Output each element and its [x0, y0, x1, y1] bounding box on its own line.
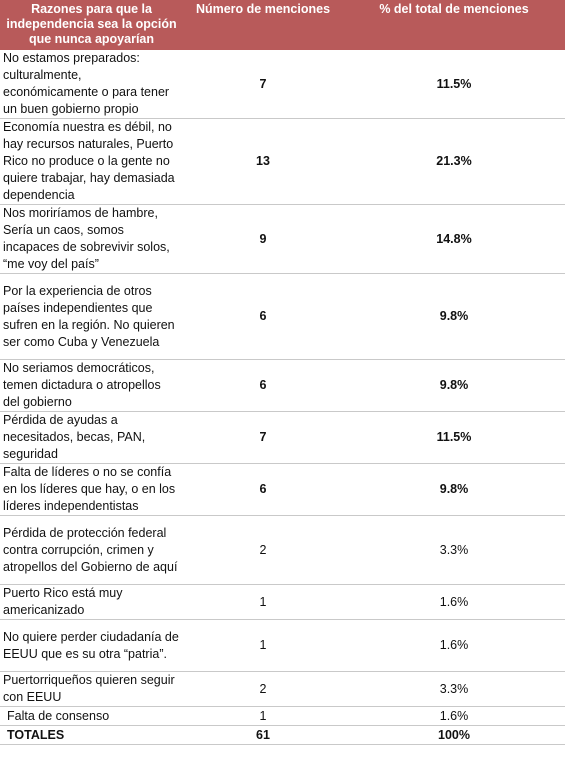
count-cell: 6 [183, 274, 343, 360]
table-row [0, 707, 565, 726]
count-cell: 9 [183, 205, 343, 274]
reason-cell: Pérdida de ayudas a necesitados, becas, PAN, seguridad [0, 412, 183, 464]
percent-cell: 9.8% [343, 274, 565, 360]
count-cell: 1 [183, 707, 343, 726]
percent-cell: 1.6% [343, 585, 565, 620]
percent-cell: 21.3% [343, 119, 565, 205]
percent-cell: 3.3% [343, 516, 565, 585]
count-cell: 1 [183, 620, 343, 672]
count-cell: 13 [183, 119, 343, 205]
table-row [0, 585, 565, 620]
table-row [0, 516, 565, 585]
header-percent: % del total de menciones [343, 0, 565, 50]
reason-cell: Puertorriqueños quieren seguir con EEUU [0, 672, 183, 707]
percent-cell: 1.6% [343, 707, 565, 726]
totals-row [0, 726, 565, 745]
table-row [0, 412, 565, 464]
totals-percent: 100% [343, 726, 565, 745]
count-cell: 6 [183, 360, 343, 412]
count-cell: 7 [183, 412, 343, 464]
reason-cell: Por la experiencia de otros países independientes que sufren en la región. No quieren ser como Cuba y Venezuela [0, 274, 183, 360]
percent-cell: 3.3% [343, 672, 565, 707]
reason-cell: Falta de consenso [0, 707, 183, 726]
reason-cell: No seriamos democráticos, temen dictadura o atropellos del gobierno [0, 360, 183, 412]
percent-cell: 9.8% [343, 464, 565, 516]
count-cell: 1 [183, 585, 343, 620]
reason-cell: Nos moriríamos de hambre, Sería un caos, somos incapaces de sobrevivir solos, “me voy del país” [0, 205, 183, 274]
table-row [0, 620, 565, 672]
table-row [0, 360, 565, 412]
header-reason: Razones para que la independencia sea la opción que nunca apoyarían [0, 0, 183, 50]
reason-cell: Falta de líderes o no se confía en los líderes que hay, o en los líderes independentistas [0, 464, 183, 516]
percent-cell: 1.6% [343, 620, 565, 672]
count-cell: 6 [183, 464, 343, 516]
percent-cell: 11.5% [343, 50, 565, 119]
count-cell: 2 [183, 672, 343, 707]
table-row [0, 464, 565, 516]
reason-cell: No quiere perder ciudadanía de EEUU que es su otra “patria”. [0, 620, 183, 672]
header-count: Número de menciones [183, 0, 343, 50]
percent-cell: 9.8% [343, 360, 565, 412]
count-cell: 7 [183, 50, 343, 119]
totals-label: TOTALES [0, 726, 183, 745]
percent-cell: 14.8% [343, 205, 565, 274]
table-row [0, 274, 565, 360]
percent-cell: 11.5% [343, 412, 565, 464]
table-row [0, 672, 565, 707]
count-cell: 2 [183, 516, 343, 585]
totals-count: 61 [183, 726, 343, 745]
reason-cell: Economía nuestra es débil, no hay recursos naturales, Puerto Rico no produce o la gente no quiere trabajar, hay demasiada dependencia [0, 119, 183, 205]
reason-cell: Pérdida de protección federal contra corrupción, crimen y atropellos del Gobierno de aquí [0, 516, 183, 585]
reason-cell: Puerto Rico está muy americanizado [0, 585, 183, 620]
table-row [0, 119, 565, 205]
reason-cell: No estamos preparados: culturalmente, económicamente o para tener un buen gobierno propio [0, 50, 183, 119]
header-row [0, 0, 565, 50]
table-row [0, 50, 565, 119]
table-row [0, 205, 565, 274]
